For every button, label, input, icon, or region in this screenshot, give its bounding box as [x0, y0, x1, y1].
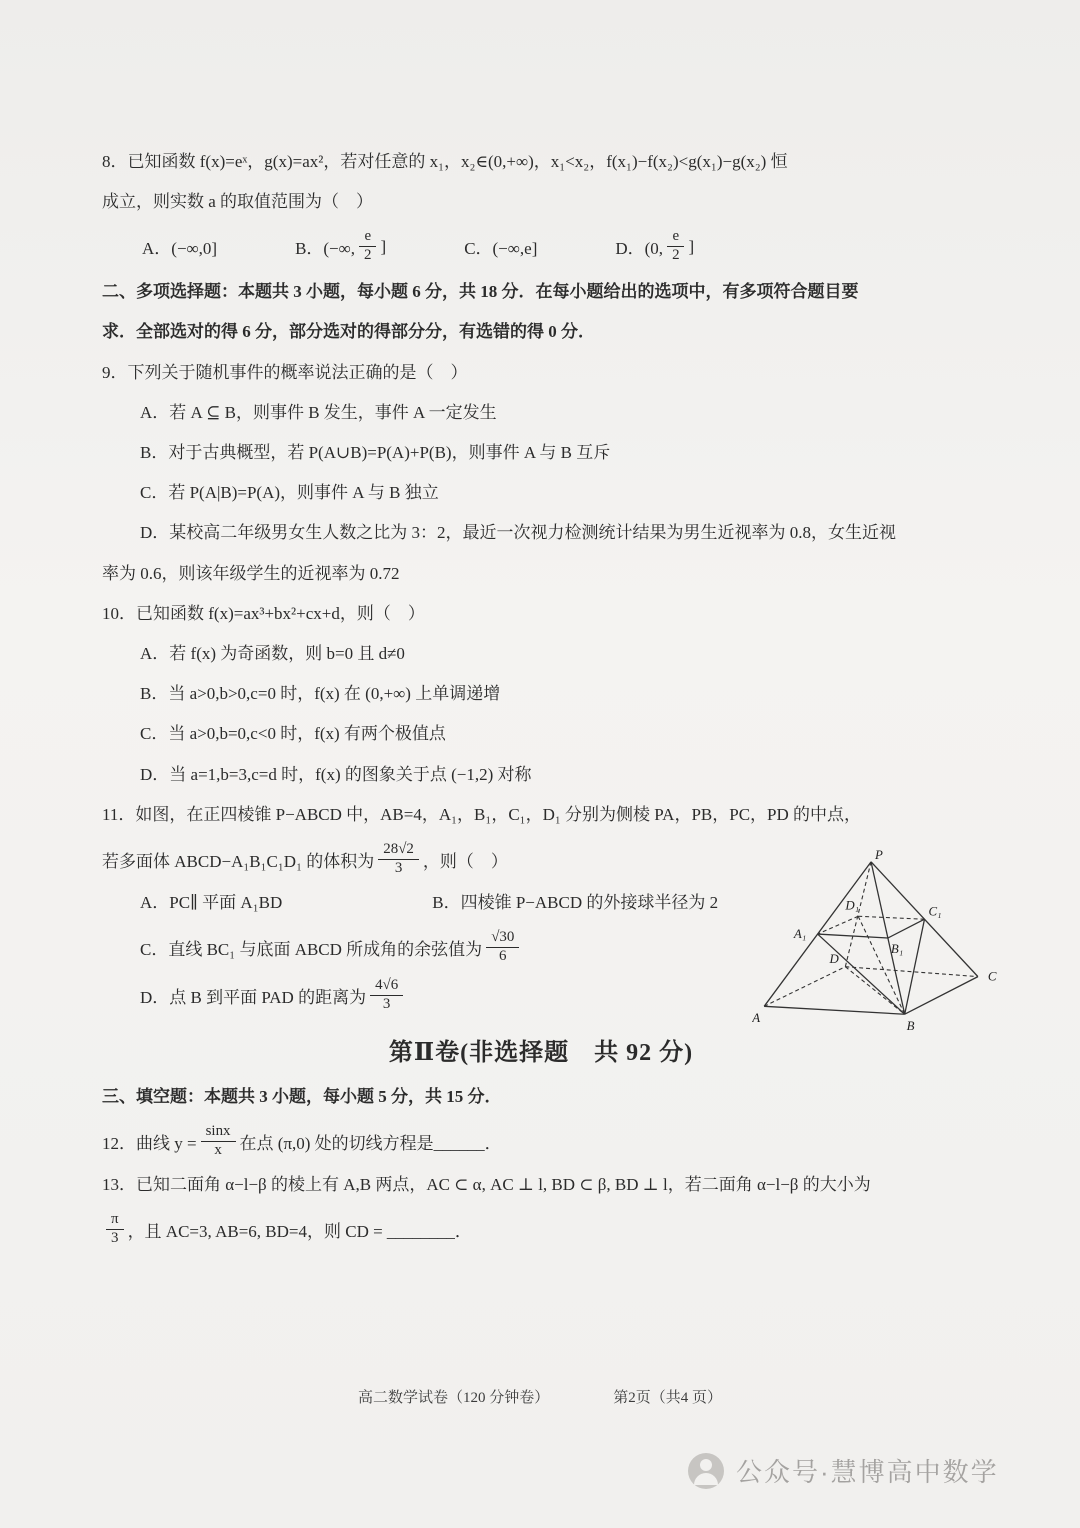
q8-option-b-pre: B．(−∞,	[295, 239, 356, 259]
fraction-denominator: 3	[111, 1229, 119, 1246]
q12-line	[102, 1123, 980, 1160]
q8-option-b	[295, 228, 386, 265]
page-footer	[0, 1386, 1080, 1407]
watermark	[688, 1452, 999, 1489]
q11-line2-post: ，则（ ）	[422, 851, 508, 871]
q9-option-c: C．若 P(A|B)=P(A)，则事件 A 与 B 独立	[140, 483, 439, 503]
footer-exam-title: 高二数学试卷（120 分钟卷）	[357, 1390, 550, 1406]
q12-post: 在点 (π,0) 处的切线方程是______．	[239, 1133, 502, 1153]
fraction-numerator: e	[667, 228, 684, 247]
q11-option-d-pre: D．点 B 到平面 PAD 的距离为	[140, 987, 367, 1007]
q8-option-b-post: ]	[380, 236, 387, 256]
fraction-numerator: 28√2	[378, 841, 419, 860]
fraction	[201, 1123, 236, 1160]
q11-option-b: B．四棱锥 P−ABCD 的外接球半径为 2	[432, 892, 719, 912]
person-avatar-icon	[688, 1453, 724, 1489]
fraction-numerator: sinx	[201, 1123, 236, 1142]
vertex-label-B: B	[906, 1019, 915, 1034]
q13-line2	[102, 1211, 980, 1248]
part2-title: 第Ⅱ卷(非选择题 共 92 分)	[388, 1039, 694, 1066]
fraction-denominator: 2	[364, 247, 372, 264]
q11-option-c-pre: C．直线 BC₁ 与底面 ABCD 所成角的余弦值为	[140, 939, 483, 959]
q13-line2-post: ，且 AC=3, AB=6, BD=4，则 CD = ________．	[127, 1221, 472, 1241]
fraction	[359, 228, 376, 265]
q9-stem: 9．下列关于随机事件的概率说法正确的是（ ）	[102, 362, 468, 382]
q8-option-d	[615, 228, 694, 265]
q10-option-d: D．当 a=1,b=3,c=d 时，f(x) 的图象关于点 (−1,2) 对称	[140, 764, 532, 784]
vertex-label-P: P	[875, 847, 883, 862]
q8-options	[102, 228, 980, 265]
q10-option-c: C．当 a>0,b=0,c<0 时，f(x) 有两个极值点	[140, 724, 446, 744]
section2-header-line2: 求．全部选对的得 6 分，部分选对的得部分分，有选错的得 0 分．	[102, 322, 595, 342]
vertex-label-B1: B₁	[890, 941, 904, 956]
fraction-denominator: 6	[499, 947, 507, 964]
vertex-label-D1: D₁	[845, 898, 860, 913]
q8-line2: 成立，则实数 a 的取值范围为（ ）	[102, 192, 374, 212]
q10-option-a: A．若 f(x) 为奇函数，则 b=0 且 d≠0	[140, 643, 405, 663]
vertex-label-A: A	[752, 1011, 761, 1026]
q9-option-a: A．若 A ⊆ B，则事件 B 发生，事件 A 一定发生	[140, 402, 497, 422]
vertex-label-C1: C₁	[928, 904, 942, 919]
q8-line1: 8．已知函数 f(x)=eˣ，g(x)=ax²，若对任意的 x₁，x₂∈(0,+∞)，x₁<x₂，f(x₁)−f(x₂)<g(x₁)−g(x₂) 恒	[102, 152, 788, 171]
fraction-numerator: π	[106, 1211, 124, 1230]
q9-option-d-line1: D．某校高二年级男女生人数之比为 3：2，最近一次视力检测统计结果为男生近视率为 0.8，女生近视	[140, 523, 897, 543]
watermark-text: 公众号·慧博高中数学	[736, 1457, 999, 1487]
section3-header: 三、填空题：本题共 3 小题，每小题 5 分，共 15 分．	[102, 1086, 502, 1106]
q8-option-c: C．(−∞,e]	[464, 239, 538, 259]
q8-option-d-pre: D．(0,	[615, 239, 664, 259]
vertex-label-D: D	[829, 951, 839, 966]
fraction-numerator: 4√6	[370, 977, 403, 996]
q11-line2-pre: 若多面体 ABCD−A₁B₁C₁D₁ 的体积为	[102, 851, 375, 871]
q8-option-d-post: ]	[688, 236, 695, 256]
q8-option-a: A．(−∞,0]	[142, 239, 218, 259]
q12-pre: 12．曲线 y =	[102, 1133, 197, 1153]
fraction	[667, 228, 684, 265]
pyramid-figure	[752, 846, 1000, 1036]
footer-page-number: 第2页（共4 页）	[613, 1390, 723, 1406]
fraction	[486, 929, 519, 966]
section2-header-line1: 二、多项选择题：本题共 3 小题，每小题 6 分，共 18 分．在每小题给出的选项中，有多项符合题目要	[102, 282, 859, 302]
fraction	[370, 977, 403, 1014]
q11-line1: 11．如图，在正四棱锥 P−ABCD 中，AB=4，A₁，B₁，C₁，D₁ 分别为侧棱 PA，PB，PC，PD 的中点，	[102, 804, 862, 824]
vertex-label-A1: A₁	[793, 927, 807, 942]
q9-option-d-line2: 率为 0.6，则该年级学生的近视率为 0.72	[102, 563, 400, 583]
fraction	[106, 1211, 124, 1248]
fraction-numerator: e	[359, 228, 376, 247]
q10-stem: 10．已知函数 f(x)=ax³+bx²+cx+d，则（ ）	[102, 603, 425, 623]
pyramid-svg	[752, 846, 1000, 1036]
fraction-denominator: 3	[394, 859, 403, 876]
q9-option-b: B．对于古典概型，若 P(A∪B)=P(A)+P(B)，则事件 A 与 B 互斥	[140, 443, 611, 462]
fraction-denominator: x	[214, 1141, 222, 1158]
vertex-label-C: C	[987, 969, 997, 984]
q11-option-a: A．PC∥ 平面 A₁BD	[140, 892, 283, 912]
fraction-numerator: √30	[486, 929, 519, 948]
q13-line1: 13．已知二面角 α−l−β 的棱上有 A,B 两点，AC ⊂ α, AC ⊥ l, BD ⊂ β, BD ⊥ l，若二面角 α−l−β 的大小为	[102, 1174, 871, 1194]
fraction-denominator: 2	[672, 247, 680, 264]
q10-option-b: B．当 a>0,b>0,c=0 时，f(x) 在 (0,+∞) 上单调递增	[140, 684, 501, 704]
fraction-denominator: 3	[382, 995, 391, 1012]
fraction	[378, 841, 419, 878]
